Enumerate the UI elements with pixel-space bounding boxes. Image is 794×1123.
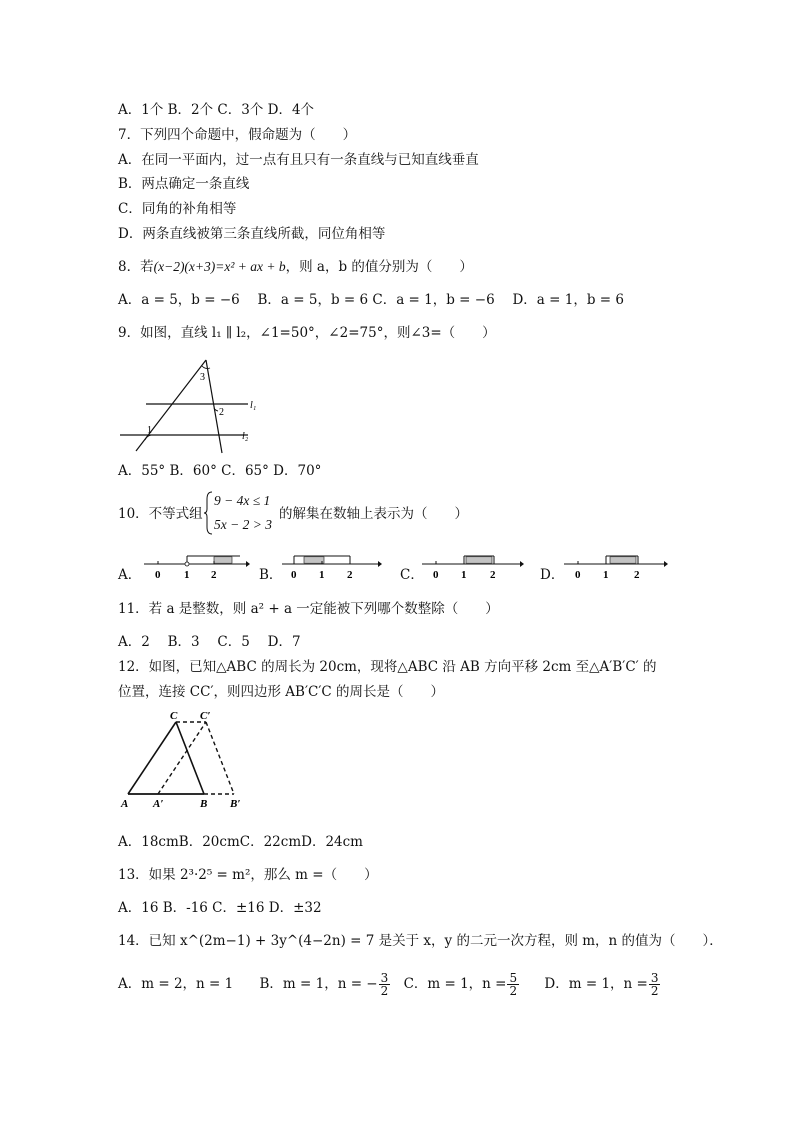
tick-label-1: 1 — [319, 569, 325, 581]
tick-label-0: 0 — [155, 569, 161, 581]
label-A: A — [121, 798, 129, 810]
q7-option-c: C．同角的补角相等 — [118, 201, 237, 217]
label-l1: l₁ — [250, 400, 257, 411]
q12-stem-line1: 12．如图，已知△ABC 的周长为 20cm，现将△ABC 沿 AB 方向平移 2cm 至△A′B′C′ 的 — [118, 659, 657, 675]
q9-options: A．55° B．60° C．65° D．70° — [118, 463, 322, 479]
tick-label-2: 2 — [634, 569, 640, 581]
tick-label-2: 2 — [490, 569, 496, 581]
q7-stem: 7．下列四个命题中，假命题为（ ） — [118, 127, 357, 143]
q14-option-b-fraction: $\frac{3}{2}$ — [380, 971, 389, 998]
q10-option-a-label: A． — [118, 567, 142, 583]
q10-inequality-2: 5x − 2 > 3 — [214, 517, 272, 532]
tick-label-1: 1 — [184, 569, 190, 581]
q10-option-d-label: D． — [540, 567, 565, 583]
label-C-prime: C′ — [200, 710, 211, 722]
q13-options: A．16 B．-16 C．±16 D．±32 — [118, 900, 322, 916]
label-B-prime: B′ — [230, 798, 241, 810]
tick-label-0: 0 — [575, 569, 581, 581]
label-A-prime: A′ — [153, 798, 164, 810]
label-C: C — [170, 710, 178, 722]
q7-option-a: A．在同一平面内，过一点有且只有一条直线与已知直线垂直 — [118, 152, 479, 168]
q10-numberline-d — [562, 552, 668, 582]
q6-options: A．1个 B．2个 C．3个 D．4个 — [118, 102, 315, 118]
q10-numberline-c — [420, 552, 524, 582]
q14-option-d: D．m = 1，n = — [544, 976, 648, 992]
q10-option-b-label: B． — [259, 567, 283, 583]
q10-brace — [204, 491, 214, 535]
tick-label-2: 2 — [347, 569, 353, 581]
q12-options: A．18cmB．20cmC．22cmD．24cm — [118, 834, 363, 850]
tick-label-2: 2 — [211, 569, 217, 581]
q14-options — [118, 972, 661, 997]
q9-stem: 9．如图，直线 l₁ ∥ l₂，∠1=50°，∠2=75°，则∠3=（ ） — [118, 325, 496, 341]
tick-label-1: 1 — [603, 569, 609, 581]
q13-stem: 13．如果 2³·2⁵ = m²，那么 m =（ ） — [118, 867, 378, 883]
q12-stem-line2: 位置，连接 CC′，则四边形 AB′C′C 的周长是（ ） — [118, 684, 445, 700]
q14-option-a: A．m = 2，n = 1 — [118, 976, 234, 992]
q8-options: A．a = 5，b = −6 B．a = 5，b = 6 C．a = 1，b = −6 D．a = 1，b = 6 — [118, 292, 624, 308]
q10-inequality-1: 9 − 4x ≤ 1 — [214, 493, 271, 508]
q14-option-c: C．m = 1，n = — [403, 976, 507, 992]
q10-option-c-label: C． — [400, 567, 424, 583]
q11-options: A．2 B．3 C．5 D．7 — [118, 634, 301, 650]
q14-option-d-fraction: $\frac{3}{2}$ — [650, 971, 659, 998]
q9-figure — [118, 356, 258, 456]
q8-expression: (x−2)(x+3)=x² + ax + b — [153, 259, 286, 274]
tick-label-0: 0 — [433, 569, 439, 581]
label-angle-2: 2 — [219, 407, 224, 418]
q7-option-d: D．两条直线被第三条直线所截，同位角相等 — [118, 226, 386, 242]
q8-suffix: ，则 a，b 的值分别为（ ） — [285, 259, 473, 275]
label-l2: l₂ — [242, 431, 249, 442]
q10-numberline-b — [280, 552, 382, 582]
label-angle-1: 1 — [147, 425, 152, 436]
q12-figure — [118, 708, 252, 812]
tick-label-0: 0 — [291, 569, 297, 581]
q14-stem: 14．已知 x^(2m−1) + 3y^(4−2n) = 7 是关于 x，y 的二元一次方程，则 m，n 的值为（ ）． — [118, 933, 723, 949]
label-B: B — [200, 798, 208, 810]
q11-stem: 11．若 a 是整数，则 a² + a 一定能被下列哪个数整除（ ） — [118, 601, 499, 617]
q7-option-b: B．两点确定一条直线 — [118, 176, 250, 192]
label-angle-3: 3 — [200, 372, 205, 383]
q8-prefix: 8．若 — [118, 259, 154, 275]
q10-suffix: 的解集在数轴上表示为（ ） — [279, 506, 468, 522]
tick-label-1: 1 — [461, 569, 467, 581]
q8-stem — [118, 258, 473, 276]
q10-prefix: 10．不等式组 — [118, 506, 203, 522]
q14-option-c-fraction: $\frac{5}{2}$ — [509, 971, 518, 998]
q10-numberline-a — [142, 552, 250, 582]
q14-option-b: B．m = 1，n = − — [259, 976, 378, 992]
